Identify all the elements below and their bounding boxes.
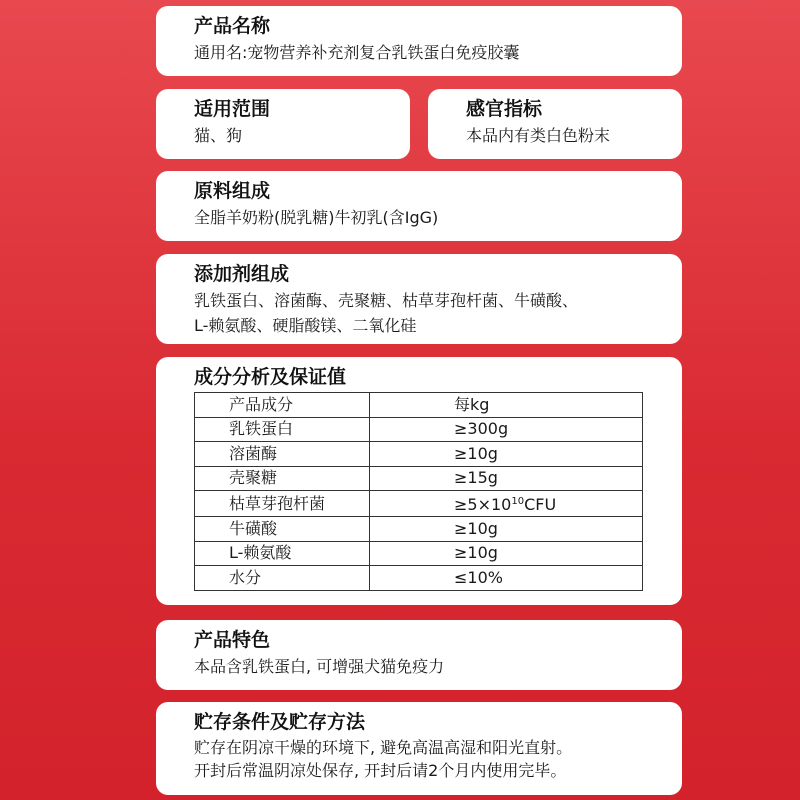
- additives-card: [156, 254, 682, 344]
- table-cell-ingredient: L-赖氨酸: [195, 541, 370, 566]
- storage-title: 贮存条件及贮存方法: [194, 711, 366, 733]
- table-header-cell: 产品成分: [195, 393, 370, 418]
- table-cell-ingredient: 乳铁蛋白: [195, 417, 370, 442]
- table-row: [195, 466, 643, 491]
- table-row: [195, 566, 643, 591]
- table-row: [195, 417, 643, 442]
- table-cell-value: ≥15g: [370, 466, 643, 491]
- raw-materials-text: 全脂羊奶粉(脱乳糖)牛初乳(含IgG): [194, 208, 439, 227]
- table-cell-value: ≥10g: [370, 517, 643, 542]
- table-cell-value: ≥300g: [370, 417, 643, 442]
- scope-card: [156, 89, 410, 159]
- product-name-title: 产品名称: [194, 15, 271, 37]
- table-cell-value: [370, 491, 643, 517]
- table-row: [195, 442, 643, 467]
- analysis-card: [156, 357, 682, 605]
- sensory-title: 感官指标: [466, 98, 543, 120]
- table-cell-ingredient: 溶菌酶: [195, 442, 370, 467]
- sensory-text: 本品内有类白色粉末: [466, 126, 611, 145]
- storage-line-2: 开封后常温阴凉处保存, 开封后请2个月内使用完毕。: [194, 761, 567, 780]
- value-unit: CFU: [524, 495, 557, 514]
- table-cell-ingredient: 壳聚糖: [195, 466, 370, 491]
- table-header-cell: 每kg: [370, 393, 643, 418]
- analysis-title: 成分分析及保证值: [194, 366, 347, 388]
- table-cell-value: ≤10%: [370, 566, 643, 591]
- sensory-card: [428, 89, 682, 159]
- table-cell-ingredient: 牛磺酸: [195, 517, 370, 542]
- value-exponent: 10: [511, 496, 525, 507]
- additives-title: 添加剂组成: [194, 263, 290, 285]
- features-card: [156, 620, 682, 690]
- scope-title: 适用范围: [194, 98, 271, 120]
- table-row: [195, 517, 643, 542]
- storage-card: [156, 702, 682, 795]
- storage-line-1: 贮存在阴凉干燥的环境下, 避免高温高湿和阳光直射。: [194, 738, 573, 757]
- table-row: [195, 541, 643, 566]
- value-base: ≥5×10: [454, 495, 512, 514]
- additives-line-1: 乳铁蛋白、溶菌酶、壳聚糖、枯草芽孢杆菌、牛磺酸、: [194, 291, 579, 310]
- raw-materials-card: [156, 171, 682, 241]
- table-cell-ingredient: 水分: [195, 566, 370, 591]
- table-cell-value: ≥10g: [370, 442, 643, 467]
- features-text: 本品含乳铁蛋白, 可增强犬猫免疫力: [194, 657, 445, 676]
- features-title: 产品特色: [194, 629, 271, 651]
- raw-materials-title: 原料组成: [194, 180, 271, 202]
- product-name-text: 通用名:宠物营养补充剂复合乳铁蛋白免疫胶囊: [194, 43, 520, 62]
- product-name-card: [156, 6, 682, 76]
- table-header-row: [195, 393, 643, 418]
- analysis-table: [194, 392, 643, 591]
- table-row: [195, 491, 643, 517]
- table-cell-ingredient: 枯草芽孢杆菌: [195, 491, 370, 517]
- additives-line-2: L-赖氨酸、硬脂酸镁、二氧化硅: [194, 316, 417, 335]
- table-cell-value: ≥10g: [370, 541, 643, 566]
- scope-text: 猫、狗: [194, 126, 243, 145]
